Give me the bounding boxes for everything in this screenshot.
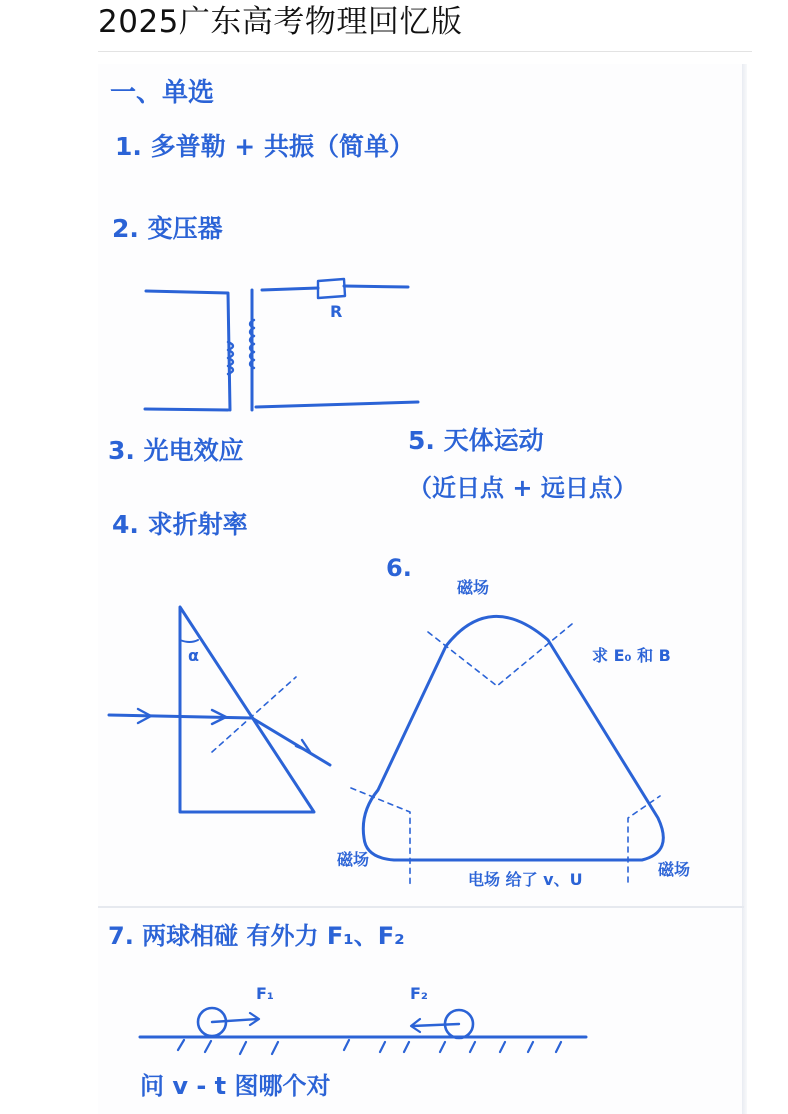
track-diagram (351, 616, 663, 888)
question-5-text: 5. 天体运动 (408, 426, 544, 455)
prism-diagram (109, 607, 330, 812)
question-4-text: 4. 求折射率 (112, 510, 248, 539)
force-f2-label: F₂ (410, 984, 428, 1003)
question-1-text: 1. 多普勒 + 共振（简单） (115, 132, 414, 161)
force-f1-label: F₁ (256, 984, 274, 1003)
prism-angle-label: α (188, 646, 199, 665)
question-6-ask: 求 E₀ 和 B (592, 646, 671, 665)
question-7-ask: 问 v - t 图哪个对 (140, 1072, 331, 1100)
question-3-text: 3. 光电效应 (108, 436, 244, 465)
electric-field-label: 电场 给了 v、U (468, 870, 583, 889)
resistor-label: R (330, 302, 343, 321)
section-heading: 一、单选 (110, 78, 215, 108)
left-field-label: 磁场 (337, 850, 370, 869)
question-5-detail: （近日点 + 远日点） (408, 474, 637, 502)
question-6-number: 6. (386, 554, 412, 582)
page-title: 2025广东高考物理回忆版 (98, 4, 463, 40)
question-7-text: 7. 两球相碰 有外力 F₁、F₂ (108, 922, 405, 950)
transformer-diagram (145, 279, 418, 410)
collision-diagram (140, 1008, 586, 1054)
top-field-label: 磁场 (457, 578, 490, 597)
question-2-text: 2. 变压器 (112, 214, 223, 243)
right-field-label: 磁场 (658, 860, 691, 879)
